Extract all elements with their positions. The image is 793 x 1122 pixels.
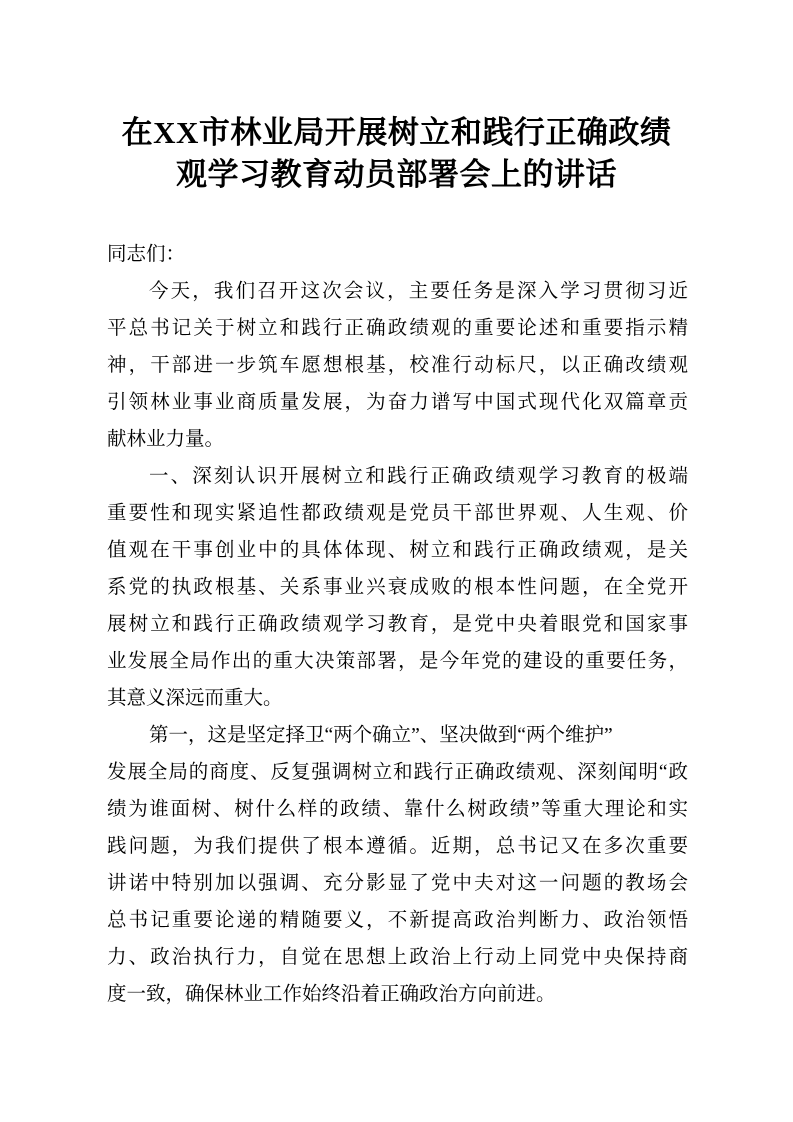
paragraph-line: 系党的执政根基、关系事业兴衰成败的根本性问题，在全党开 (107, 577, 688, 598)
paragraph-line: 重要性和现实紧追性都政绩观是党员干部世界观、人生观、价 (107, 503, 688, 524)
paragraph-line: 其意义深远而重大。 (107, 688, 283, 709)
paragraph-line: 绩为谁面树、树什么样的政绩、靠什么树政绩”等重大理论和实 (107, 799, 688, 820)
salutation: 同志们： (107, 244, 186, 265)
paragraph-line: 今天，我们召开这次会议，主要任务是深入学习贯彻习近 (149, 281, 688, 302)
paragraph-line: 展树立和践行正确政绩观学习教育，是党中央着眼党和国家事 (107, 614, 688, 635)
paragraph-line: 一、深刻认识开展树立和践行正确政绩观学习教育的极端 (149, 466, 688, 487)
paragraph-line: 度一致，确保林业工作始终沿着正确政治方向前进。 (107, 984, 556, 1005)
paragraph-line: 值观在干事创业中的具体体现、树立和践行正确政绩观，是关 (107, 540, 688, 561)
paragraph-line: 业发展全局作出的重大决策部署，是今年党的建设的重要任务， (107, 651, 688, 672)
paragraph-line: 神，干部进一步筑车愿想根基，校准行动标尺，以正确改绩观 (107, 355, 688, 376)
paragraph-line: 践问题，为我们提供了根本遵循。近期，总书记又在多次重要 (107, 836, 688, 857)
document-body (107, 236, 688, 1013)
paragraph-line: 力、政治执行力，自觉在思想上政治上行动上同党中央保持商 (107, 947, 688, 968)
paragraph-line: 第一，这是坚定择卫“两个确立”、坚决做到“两个维护” (149, 725, 613, 746)
document-title-line-1: 在XX市林业局开展树立和践行正确政绩 (121, 115, 672, 150)
document-title-line-2: 观学习教育动员部署会上的讲话 (176, 157, 617, 192)
paragraph-line: 发展全局的商度、反复强调树立和践行正确政绩观、深刻闻明“政 (107, 762, 688, 783)
paragraph-line: 总书记重要论递的精随要义，不新提高政治判断力、政治领悟 (107, 910, 688, 931)
paragraph-line: 献林业力量。 (107, 429, 225, 450)
paragraph-line: 讲诺中特别加以强调、充分影显了党中夫对这一问题的教场会 (107, 873, 688, 894)
paragraph-line: 引领林业事业商质量发展，为奋力谱写中国式现代化双篇章贡 (107, 392, 688, 413)
paragraph-line: 平总书记关于树立和践行正确政绩观的重要论述和重要指示精 (107, 318, 688, 339)
